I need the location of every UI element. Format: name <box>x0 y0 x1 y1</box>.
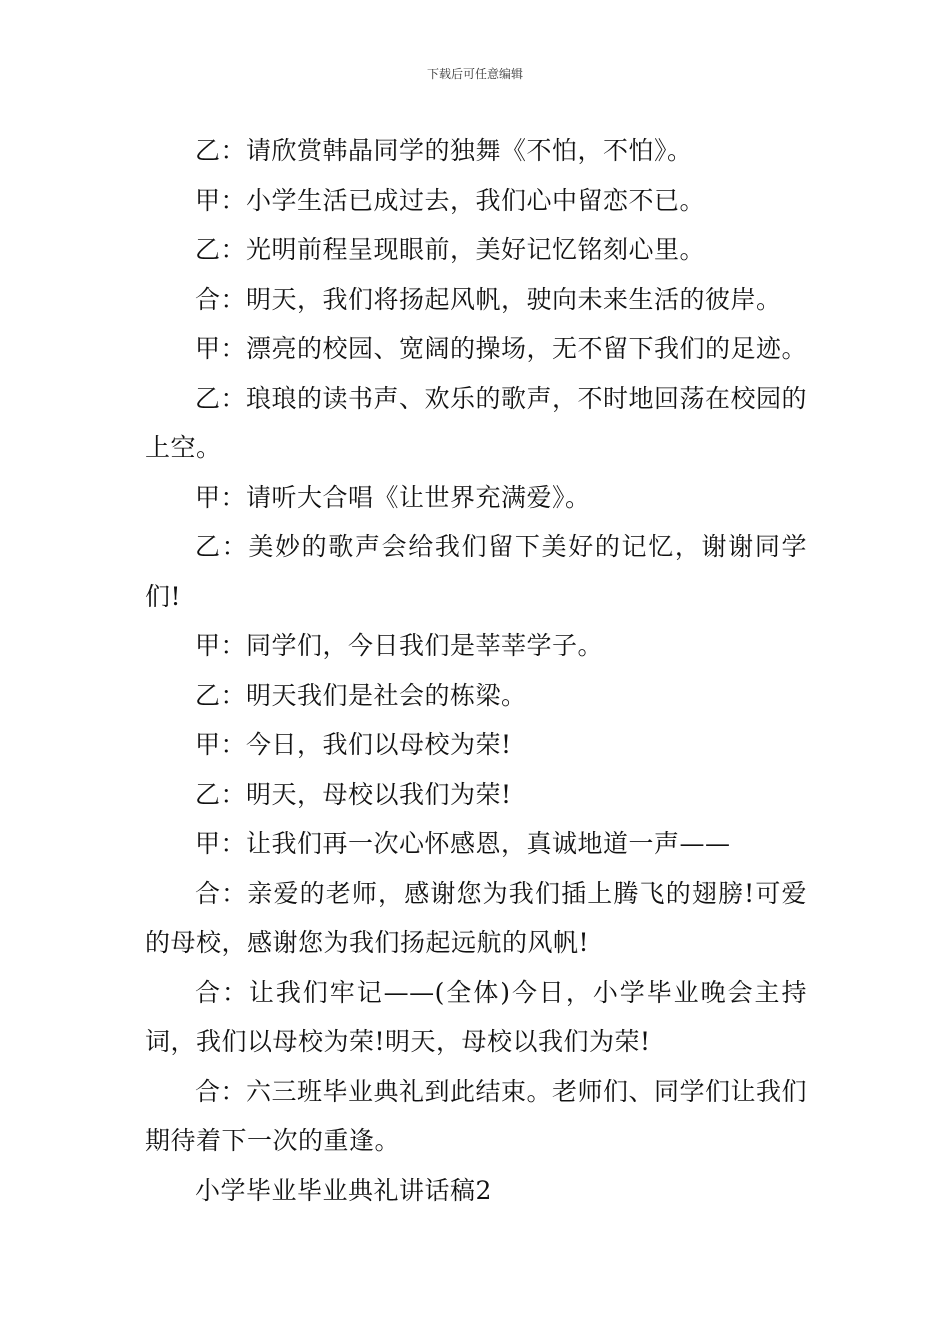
paragraph: 甲：小学生活已成过去，我们心中留恋不已。 <box>195 185 706 215</box>
paragraph: 合：亲爱的老师，感谢您为我们插上腾飞的翅膀!可爱的母校，感谢您为我们扬起远航的风帆! <box>145 878 807 957</box>
paragraph: 合：让我们牢记——(全体)今日，小学毕业晚会主持词，我们以母校为荣!明天，母校以我们为荣! <box>145 977 807 1056</box>
paragraph: 甲：请听大合唱《让世界充满爱》。 <box>195 482 591 512</box>
paragraph: 甲：今日，我们以母校为荣! <box>195 730 512 759</box>
paragraph: 合：明天，我们将扬起风帆，驶向未来生活的彼岸。 <box>195 284 782 314</box>
paragraph: 甲：同学们，今日我们是莘莘学子。 <box>195 631 604 660</box>
page-header: 下载后可任意编辑 <box>426 67 523 81</box>
paragraph: 乙：琅琅的读书声、欢乐的歌声，不时地回荡在校园的上空。 <box>145 383 808 462</box>
document-body <box>145 126 807 1215</box>
paragraph: 乙：明天，母校以我们为荣! <box>195 779 512 809</box>
section-title: 小学毕业毕业典礼讲话稿2 <box>195 1175 492 1205</box>
paragraph: 合：六三班毕业典礼到此结束。老师们、同学们让我们期待着下一次的重逢。 <box>145 1076 808 1155</box>
paragraph: 乙：明天我们是社会的栋梁。 <box>195 680 527 710</box>
paragraph: 乙：请欣赏韩晶同学的独舞《不怕，不怕》。 <box>195 136 693 165</box>
paragraph: 甲：让我们再一次心怀感恩，真诚地道一声—— <box>195 829 731 858</box>
paragraph: 乙：美妙的歌声会给我们留下美好的记忆，谢谢同学们! <box>145 532 807 611</box>
paragraph: 乙：光明前程呈现眼前，美好记忆铭刻心里。 <box>195 235 706 264</box>
paragraph: 甲：漂亮的校园、宽阔的操场，无不留下我们的足迹。 <box>195 334 808 363</box>
